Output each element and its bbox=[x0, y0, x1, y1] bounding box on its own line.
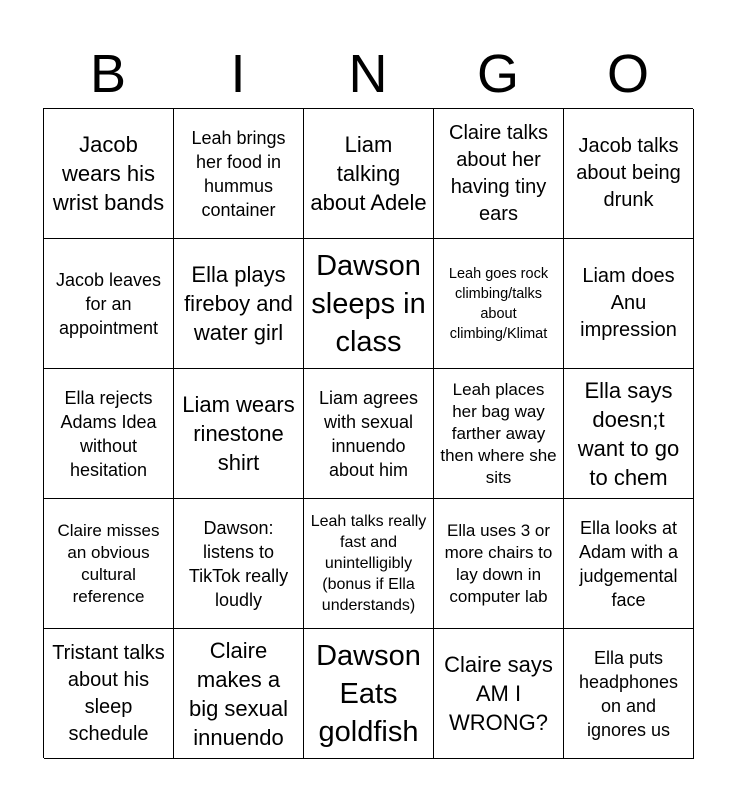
cell-text: Ella looks at Adam with a judgemental face bbox=[578, 517, 679, 610]
cell-text: Claire misses an obvious cultural reference bbox=[57, 520, 160, 606]
bingo-cell[interactable] bbox=[174, 369, 304, 499]
cell-text: Claire says AM I WRONG? bbox=[444, 652, 553, 735]
cell-text: Jacob leaves for an appointment bbox=[55, 269, 162, 338]
bingo-cell[interactable] bbox=[304, 239, 434, 369]
bingo-cell[interactable] bbox=[564, 499, 694, 629]
bingo-cell[interactable] bbox=[434, 369, 564, 499]
bingo-grid bbox=[43, 108, 693, 758]
header-letter-n: N bbox=[348, 44, 388, 104]
header-letter-b: B bbox=[89, 44, 127, 104]
cell-text: Ella uses 3 or more chairs to lay down in computer lab bbox=[444, 520, 553, 606]
cell-text: Liam agrees with sexual innuendo about him bbox=[318, 387, 419, 480]
cell-text: Liam talking about Adele bbox=[310, 132, 427, 215]
bingo-cell[interactable] bbox=[174, 109, 304, 239]
bingo-cell[interactable] bbox=[304, 499, 434, 629]
bingo-cell[interactable] bbox=[434, 109, 564, 239]
bingo-cell[interactable] bbox=[564, 239, 694, 369]
cell-text: Ella says doesn;t want to go to chem bbox=[577, 377, 680, 490]
bingo-cell[interactable] bbox=[44, 369, 174, 499]
cell-text: Leah goes rock climbing/talks about climbing/Klimat bbox=[448, 265, 549, 342]
header-letter-o: O bbox=[606, 44, 649, 104]
bingo-cell[interactable] bbox=[434, 499, 564, 629]
bingo-cell[interactable] bbox=[174, 499, 304, 629]
cell-text: Ella puts headphones on and ignores us bbox=[578, 647, 679, 740]
cell-text: Dawson Eats goldfish bbox=[316, 639, 421, 748]
cell-text: Dawson: listens to TikTok really loudly bbox=[188, 517, 289, 610]
bingo-header bbox=[43, 40, 693, 108]
cell-text: Tristant talks about his sleep schedule bbox=[52, 641, 165, 745]
cell-text: Ella rejects Adams Idea without hesitation bbox=[60, 387, 157, 480]
cell-text: Claire makes a big sexual innuendo bbox=[188, 637, 289, 750]
bingo-cell[interactable] bbox=[304, 109, 434, 239]
bingo-cell[interactable] bbox=[44, 239, 174, 369]
cell-text: Dawson sleeps in class bbox=[311, 249, 426, 358]
cell-text: Leah talks really fast and unintelligibly (bonus if Ella understands) bbox=[310, 513, 427, 614]
bingo-cell[interactable] bbox=[304, 629, 434, 759]
bingo-cell[interactable] bbox=[174, 629, 304, 759]
cell-text: Liam does Anu impression bbox=[580, 265, 677, 341]
cell-text: Claire talks about her having tiny ears bbox=[449, 121, 548, 225]
bingo-cell[interactable] bbox=[174, 239, 304, 369]
bingo-cell[interactable] bbox=[434, 239, 564, 369]
header-letter-g: G bbox=[476, 44, 519, 104]
bingo-cell[interactable] bbox=[564, 629, 694, 759]
bingo-cell[interactable] bbox=[304, 369, 434, 499]
bingo-cell[interactable] bbox=[564, 369, 694, 499]
cell-text: Ella plays fireboy and water girl bbox=[184, 262, 293, 345]
cell-text: Jacob wears his wrist bands bbox=[52, 132, 165, 215]
cell-text: Liam wears rinestone shirt bbox=[182, 392, 295, 475]
header-letter-i: I bbox=[230, 44, 246, 104]
bingo-cell[interactable] bbox=[564, 109, 694, 239]
bingo-cell[interactable] bbox=[44, 499, 174, 629]
cell-text: Leah brings her food in hummus container bbox=[191, 127, 286, 220]
cell-text: Jacob talks about being drunk bbox=[576, 135, 681, 211]
bingo-cell[interactable] bbox=[434, 629, 564, 759]
bingo-cell[interactable] bbox=[44, 629, 174, 759]
cell-text: Leah places her bag way farther away then where she sits bbox=[440, 379, 557, 487]
bingo-cell[interactable] bbox=[44, 109, 174, 239]
